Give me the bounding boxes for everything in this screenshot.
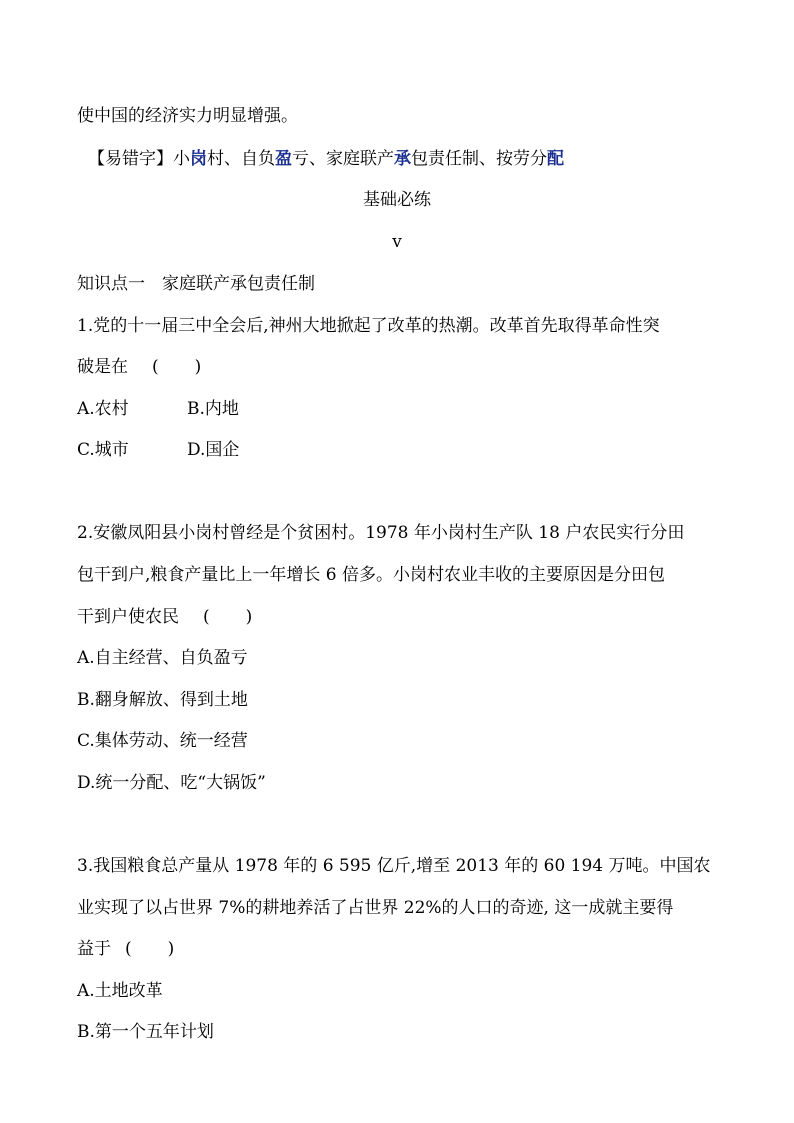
question-stem-text: 干到户使农民 [77,607,179,627]
option-a: A.农村 [77,399,129,419]
typo-highlight-char: 配 [547,149,564,169]
option-d: D.国企 [187,440,240,460]
typo-text: 包责任制、按劳分 [411,149,547,169]
typo-text: 小 [173,149,190,169]
question-stem-line: 2.安徽凤阳县小岗村曾经是个贫困村。1978 年小岗村生产队 18 户农民实行分田 [77,523,685,543]
knowledge-point-heading: 知识点一 家庭联产承包责任制 [77,274,315,294]
typo-highlight-char: 承 [394,149,411,169]
option-b: B.内地 [187,399,239,419]
answer-paren: ( ) [125,939,175,959]
option-a: A.自主经营、自负盈亏 [77,648,248,668]
question-stem-line: 3.我国粮食总产量从 1978 年的 6 595 亿斤,增至 2013 年的 60 194 万吨。中国农 [77,856,711,876]
typo-highlight-char: 盈 [275,149,292,169]
typo-highlight-char: 岗 [190,149,207,169]
question-stem-text: 破是在 [77,357,128,377]
option-a: A.土地改革 [77,981,163,1001]
question-stem-line [77,937,174,961]
answer-paren: ( ) [203,607,253,627]
answer-paren: ( ) [152,357,202,377]
section-title: 基础必练 [363,190,431,210]
option-row [77,438,240,462]
typo-note [88,147,564,171]
option-c: C.城市 [77,440,129,460]
option-d: D.统一分配、吃“大锅饭” [77,773,266,793]
option-b: B.第一个五年计划 [77,1022,214,1042]
option-b: B.翻身解放、得到土地 [77,690,248,710]
question-stem-line [77,355,201,379]
typo-text: 村、自负 [207,149,275,169]
question-stem-text: 益于 [77,939,111,959]
question-stem-line: 包干到户,粮食产量比上一年增长 6 倍多。小岗村农业丰收的主要原因是分田包 [77,565,666,585]
question-stem-line: 业实现了以占世界 7%的耕地养活了占世界 22%的人口的奇迹, 这一成就主要得 [77,898,674,918]
typo-text: 亏、家庭联产 [292,149,394,169]
typo-note-label: 【易错字】 [88,149,173,169]
intro-line: 使中国的经济实力明显增强。 [77,106,298,126]
section-mark: v [392,232,402,252]
question-stem-line [77,605,252,629]
question-stem-line: 1.党的十一届三中全会后,神州大地掀起了改革的热潮。改革首先取得革命性突 [77,316,660,336]
option-row [77,397,239,421]
option-c: C.集体劳动、统一经营 [77,731,248,751]
